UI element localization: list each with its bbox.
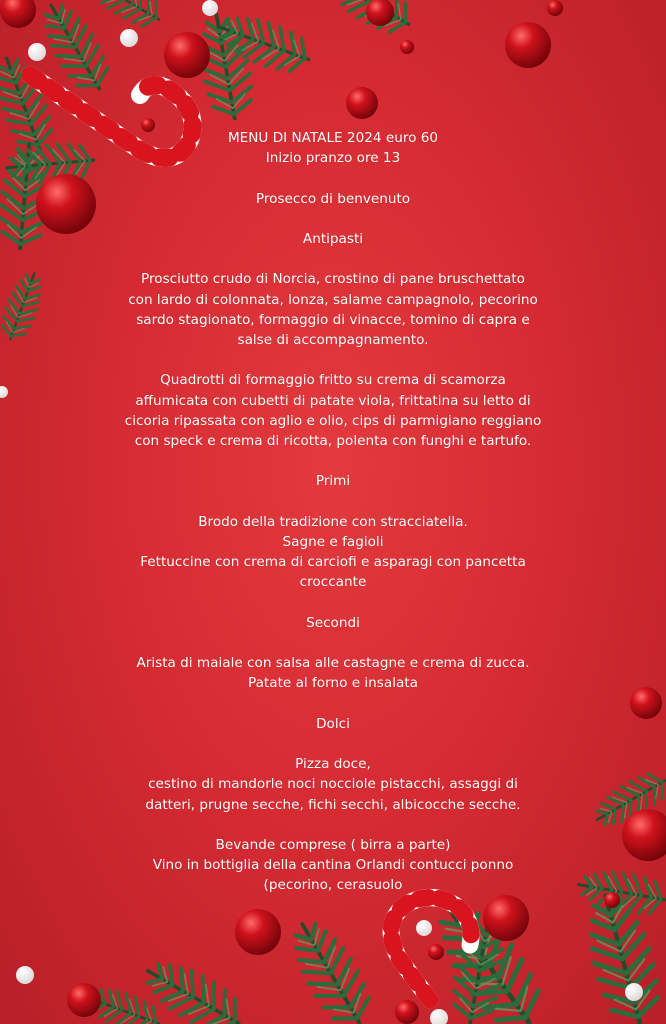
antipasti-line: con lardo di colonnata, lonza, salame campagnolo, pecorino [128, 291, 538, 308]
secondi-item: Arista di maiale con salsa alle castagne e crema di zucca. [136, 655, 530, 672]
section-heading-primi: Primi [315, 473, 351, 490]
antipasti-line: salse di accompagnamento. [237, 331, 429, 348]
fir-branch-right [574, 765, 666, 919]
beverages-line: Vino in bottiglia della cantina Orlandi contucci ponno [152, 857, 514, 874]
primi-item: croccante [299, 574, 367, 591]
ornaments-right [622, 687, 666, 861]
welcome-drink: Prosecco di benvenuto [255, 190, 411, 207]
antipasti-line: con speck e crema di ricotta, polenta con funghi e tartufo. [134, 432, 532, 449]
primi-item: Sagne e fagioli [282, 533, 384, 550]
primi-item: Fettuccine con crema di carciofi e asparagi con pancetta [140, 554, 526, 571]
primi-item: Brodo della tradizione con stracciatella. [198, 513, 468, 530]
dolci-item: cestino di mandorle noci nocciole pistacchi, assaggi di [148, 776, 518, 793]
antipasti-line: cicoria ripassata con aglio e olio, cips di parmigiano reggiano [124, 412, 542, 429]
lunch-start-time: Inizio pranzo ore 13 [265, 150, 401, 167]
antipasti-line: Prosciutto crudo di Norcia, crostino di pane bruschettato [141, 271, 525, 288]
section-heading-antipasti: Antipasti [302, 230, 364, 247]
dolci-item: datteri, prugne secche, fichi secchi, albicocche secche. [145, 796, 521, 813]
section-heading-dolci: Dolci [316, 715, 350, 732]
fir-branch-bottom [78, 886, 666, 1024]
ornaments-bottom [16, 892, 643, 1024]
menu-title: MENU DI NATALE 2024 euro 60 [227, 130, 439, 146]
christmas-menu [90, 128, 576, 896]
section-heading-secondi: Secondi [306, 614, 360, 631]
antipasti-line: affumicata con cubetti di patate viola, frittatina su letto di [135, 392, 531, 409]
antipasti-line: Quadrotti di formaggio fritto su crema di scamorza [160, 372, 506, 389]
beverages-line: (pecorino, cerasuolo [263, 877, 403, 894]
antipasti-line: sardo stagionato, formaggio di vinacce, tomino di capra e [136, 311, 530, 328]
secondi-item: Patate al forno e insalata [248, 675, 418, 692]
dolci-item: Pizza doce, [295, 756, 371, 773]
candy-cane-bottom [391, 898, 471, 1001]
beverages-line: Bevande comprese ( birra a parte) [215, 836, 451, 853]
